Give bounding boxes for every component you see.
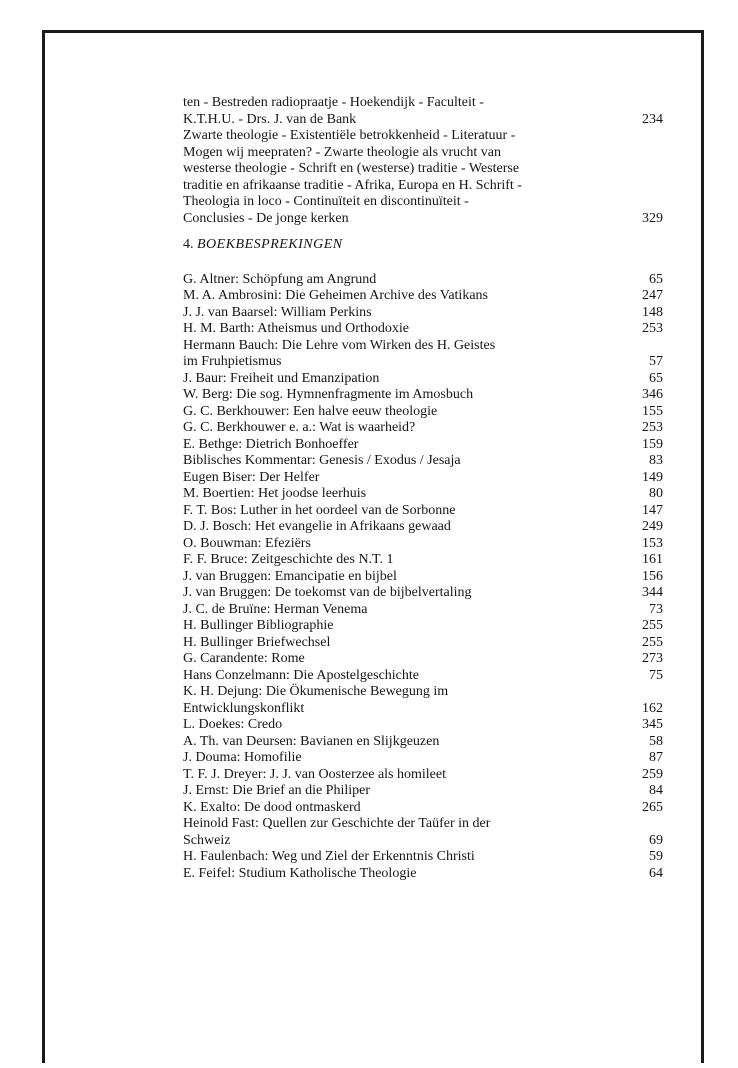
review-entry [183, 717, 663, 734]
review-entry-text: K. Exalto: De dood ontmaskerd [183, 799, 361, 815]
essay-line-page: 329 [642, 210, 663, 226]
essay-line-page: 234 [642, 111, 663, 127]
review-entry-page: 253 [642, 321, 663, 336]
review-entry-page: 148 [642, 304, 663, 320]
review-entry-text: F. F. Bruce: Zeitgeschichte des N.T. 1 [183, 552, 394, 567]
review-entry-page: 59 [649, 849, 663, 864]
review-entry-text: J. van Bruggen: Emancipatie en bijbel [183, 568, 397, 584]
review-entry-text: T. F. J. Dreyer: J. J. van Oosterzee als homileet [183, 766, 446, 782]
review-entry [183, 404, 663, 421]
review-entry-text: K. H. Dejung: Die Ökumenische Bewegung im [183, 684, 449, 699]
review-entry [183, 585, 663, 602]
review-entry-text: H. Bullinger Bibliographie [183, 618, 334, 633]
review-entry-text: O. Bouwman: Efeziërs [183, 535, 311, 551]
review-entry-text: Heinold Fast: Quellen zur Geschichte der Taüfer in der [183, 816, 491, 831]
review-entry-text: G. Altner: Schöpfung am Angrund [183, 271, 377, 287]
review-entry [183, 767, 663, 784]
essay-line-text: Mogen wij meepraten? - Zwarte theologie als vrucht van [183, 144, 501, 160]
review-entry [183, 569, 663, 586]
review-entry [183, 668, 663, 685]
review-entry [183, 486, 663, 503]
review-entry [183, 618, 663, 635]
review-entry [183, 519, 663, 536]
review-entry-page: 83 [649, 453, 663, 468]
review-entry [183, 354, 663, 371]
review-entry-page: 159 [642, 436, 663, 452]
review-entry-text: Entwicklungskonflikt [183, 700, 305, 716]
review-entry-page: 149 [642, 469, 663, 485]
review-entry-page: 255 [642, 618, 663, 633]
review-entry [183, 734, 663, 751]
review-entry-page: 73 [649, 601, 663, 617]
review-entry-page: 65 [649, 370, 663, 386]
review-entry [183, 701, 663, 718]
review-entry-page: 147 [642, 502, 663, 518]
review-entry-text: J. Baur: Freiheit und Emanzipation [183, 370, 380, 386]
review-entry-text: D. J. Bosch: Het evangelie in Afrikaans gewaad [183, 519, 451, 534]
review-entry [183, 503, 663, 520]
review-entry-text: J. J. van Baarsel: William Perkins [183, 304, 372, 320]
review-entry [183, 288, 663, 305]
essay-line [183, 128, 663, 145]
section-heading [183, 237, 663, 254]
review-entry-text: H. M. Barth: Atheismus und Orthodoxie [183, 321, 409, 336]
review-entry [183, 387, 663, 404]
review-entry-text: Hans Conzelmann: Die Apostelgeschichte [183, 667, 419, 683]
essay-line [183, 95, 663, 112]
review-entry-text: E. Feifel: Studium Katholische Theologie [183, 865, 417, 881]
essay-list [183, 95, 663, 227]
essay-line-text: traditie en afrikaanse traditie - Afrika, Europa en H. Schrift - [183, 177, 522, 193]
review-entry [183, 635, 663, 652]
review-entry-text: J. Ernst: Die Brief an die Philiper [183, 783, 371, 798]
review-entry-page: 64 [649, 865, 663, 881]
review-entry-page: 156 [642, 568, 663, 584]
review-entry-page: 69 [649, 832, 663, 848]
review-entry-text: im Fruhpietismus [183, 354, 282, 369]
review-entry-page: 344 [642, 585, 663, 600]
review-entry [183, 800, 663, 817]
review-entry [183, 602, 663, 619]
review-entry-page: 161 [642, 552, 663, 567]
essay-line [183, 194, 663, 211]
essay-line-text: K.T.H.U. - Drs. J. van de Bank [183, 111, 357, 127]
review-entry-page: 162 [642, 700, 663, 716]
review-entry-page: 153 [642, 535, 663, 551]
essay-line-text: westerse theologie - Schrift en (westerse) traditie - Westerse [183, 161, 520, 176]
review-entry-text: E. Bethge: Dietrich Bonhoeffer [183, 436, 359, 452]
review-entry [183, 371, 663, 388]
review-entry-text: Schweiz [183, 832, 231, 848]
review-entry-text: M. A. Ambrosini: Die Geheimen Archive des Vatikans [183, 288, 488, 303]
review-entry [183, 272, 663, 289]
review-entry-page: 255 [642, 634, 663, 650]
review-entry [183, 470, 663, 487]
review-entry-text: Eugen Biser: Der Helfer [183, 469, 320, 485]
review-entry-page: 87 [649, 750, 663, 765]
review-entry [183, 684, 663, 701]
review-entry-page: 346 [642, 387, 663, 402]
review-entry-text: F. T. Bos: Luther in het oordeel van de Sorbonne [183, 502, 456, 518]
review-entry-text: H. Bullinger Briefwechsel [183, 634, 331, 650]
review-entry-page: 253 [642, 420, 663, 435]
review-entry-page: 58 [649, 733, 663, 749]
review-entry-text: A. Th. van Deursen: Bavianen en Slijkgeuzen [183, 733, 440, 749]
review-entry [183, 536, 663, 553]
review-entry-text: J. Douma: Homofilie [183, 750, 302, 765]
essay-line [183, 211, 663, 228]
review-entry-text: Biblisches Kommentar: Genesis / Exodus / Jesaja [183, 453, 461, 468]
section-number: 4. [183, 237, 194, 252]
review-entry-text: G. C. Berkhouwer: Een halve eeuw theologie [183, 403, 438, 419]
essay-line-text: Conclusies - De jonge kerken [183, 210, 349, 226]
review-entry-page: 65 [649, 271, 663, 287]
review-entry-text: L. Doekes: Credo [183, 717, 283, 732]
review-entry [183, 849, 663, 866]
review-entry-text: G. Carandente: Rome [183, 651, 305, 666]
review-entry [183, 338, 663, 355]
review-entry-page: 265 [642, 799, 663, 815]
section-title: BOEKBESPREKINGEN [197, 237, 343, 252]
review-entry [183, 420, 663, 437]
essay-line-text: ten - Bestreden radiopraatje - Hoekendijk - Faculteit - [183, 95, 484, 110]
review-entry [183, 783, 663, 800]
review-entry-text: G. C. Berkhouwer e. a.: Wat is waarheid? [183, 420, 416, 435]
review-entry-text: Hermann Bauch: Die Lehre vom Wirken des H. Geistes [183, 337, 496, 353]
review-entry [183, 453, 663, 470]
review-entry-text: W. Berg: Die sog. Hymnenfragmente im Amosbuch [183, 387, 474, 402]
review-entry [183, 750, 663, 767]
essay-line [183, 145, 663, 162]
review-entry [183, 437, 663, 454]
essay-line [183, 178, 663, 195]
essay-line-text: Zwarte theologie - Existentiële betrokkenheid - Literatuur - [183, 128, 516, 143]
review-entry-text: M. Boertien: Het joodse leerhuis [183, 486, 367, 501]
review-entry-page: 75 [649, 667, 663, 683]
review-entry-page: 345 [642, 717, 663, 732]
review-entry [183, 833, 663, 850]
review-entry-page: 249 [642, 519, 663, 534]
review-entry-page: 247 [642, 288, 663, 303]
review-entry-page: 84 [649, 783, 663, 798]
review-entry [183, 816, 663, 833]
review-entry-text: H. Faulenbach: Weg und Ziel der Erkenntnis Christi [183, 849, 475, 864]
review-entry [183, 552, 663, 569]
review-entry-page: 273 [642, 651, 663, 666]
essay-line [183, 112, 663, 129]
essay-line [183, 161, 663, 178]
review-entry [183, 651, 663, 668]
review-list [183, 272, 663, 883]
review-entry-page: 155 [642, 403, 663, 419]
review-entry-text: J. van Bruggen: De toekomst van de bijbelvertaling [183, 585, 472, 600]
review-entry [183, 321, 663, 338]
review-entry-text: J. C. de Bruïne: Herman Venema [183, 601, 368, 617]
review-entry-page: 259 [642, 766, 663, 782]
review-entry-page: 57 [649, 354, 663, 369]
essay-line-text: Theologia in loco - Continuïteit en discontinuïteit - [183, 194, 469, 209]
review-entry [183, 305, 663, 322]
index-content [183, 95, 663, 882]
review-entry-page: 80 [649, 486, 663, 501]
review-entry [183, 866, 663, 883]
